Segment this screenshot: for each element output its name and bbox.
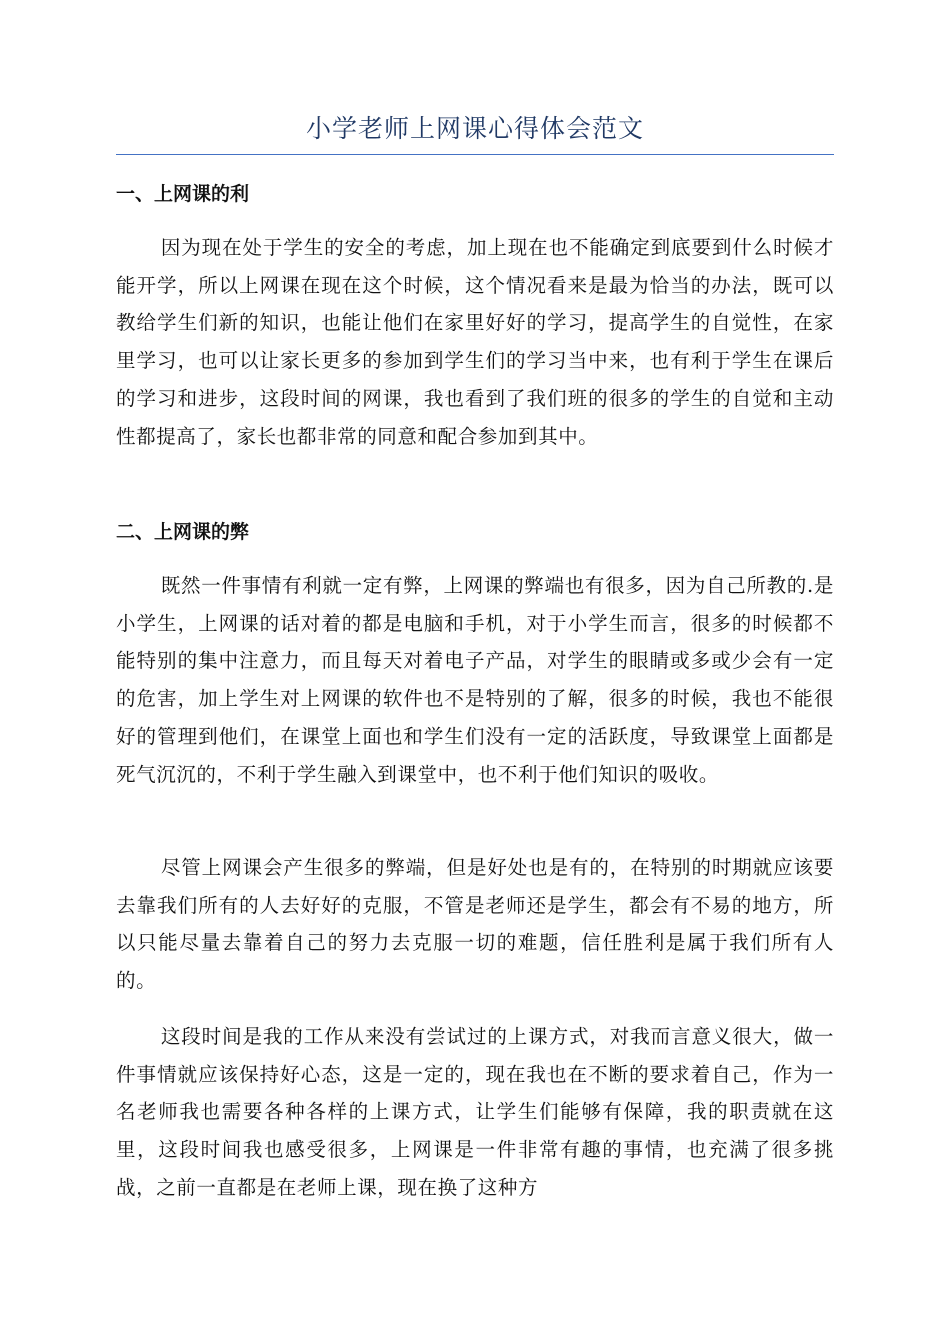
section-1-paragraph-1: 因为现在处于学生的安全的考虑，加上现在也不能确定到底要到什么时候才能开学，所以上网课在现在这个时候，这个情况看来是最为恰当的办法，既可以教给学生们新的知识，也能让他们在家里好好的学习，提高学生的自觉性，在家里学习，也可以让家长更多的参加到学生们的学习当中来，也有利于学生在课后的学习和进步，这段时间的网课，我也看到了我们班的很多的学生的自觉和主动性都提高了，家长也都非常的同意和配合参加到其中。 [116,236,834,448]
section-2-paragraph-2: 尽管上网课会产生很多的弊端，但是好处也是有的，在特别的时期就应该要去靠我们所有的人去好好的克服，不管是老师还是学生，都会有不易的地方，所以只能尽量去靠着自己的努力去克服一切的难题，信任胜利是属于我们所有人的。 [116,856,834,993]
title-underline [116,154,834,155]
document-title: 小学老师上网课心得体会范文 [305,114,644,143]
section-heading-1: 一、上网课的利 [116,183,250,205]
section-2-paragraph-1: 既然一件事情有利就一定有弊，上网课的弊端也有很多，因为自己所教的.是小学生，上网课的话对着的都是电脑和手机，对于小学生而言，很多的时候都不能特别的集中注意力，而且每天对着电子产品，对学生的眼睛或多或少会有一定的危害，加上学生对上网课的软件也不是特别的了解，很多的时候，我也不能很好的管理到他们，在课堂上面也和学生们没有一定的活跃度，导致课堂上面都是死气沉沉的，不利于学生融入到课堂中，也不利于他们知识的吸收。 [116,574,834,786]
section-2-paragraph-3: 这段时间是我的工作从来没有尝试过的上课方式，对我而言意义很大，做一件事情就应该保持好心态，这是一定的，现在我也在不断的要求着自己，作为一名老师我也需要各种各样的上课方式，让学生们能够有保障，我的职责就在这里，这段时间我也感受很多，上网课是一件非常有趣的事情，也充满了很多挑战，之前一直都是在老师上课，现在换了这种方 [116,1025,834,1199]
section-heading-2: 二、上网课的弊 [116,521,250,543]
